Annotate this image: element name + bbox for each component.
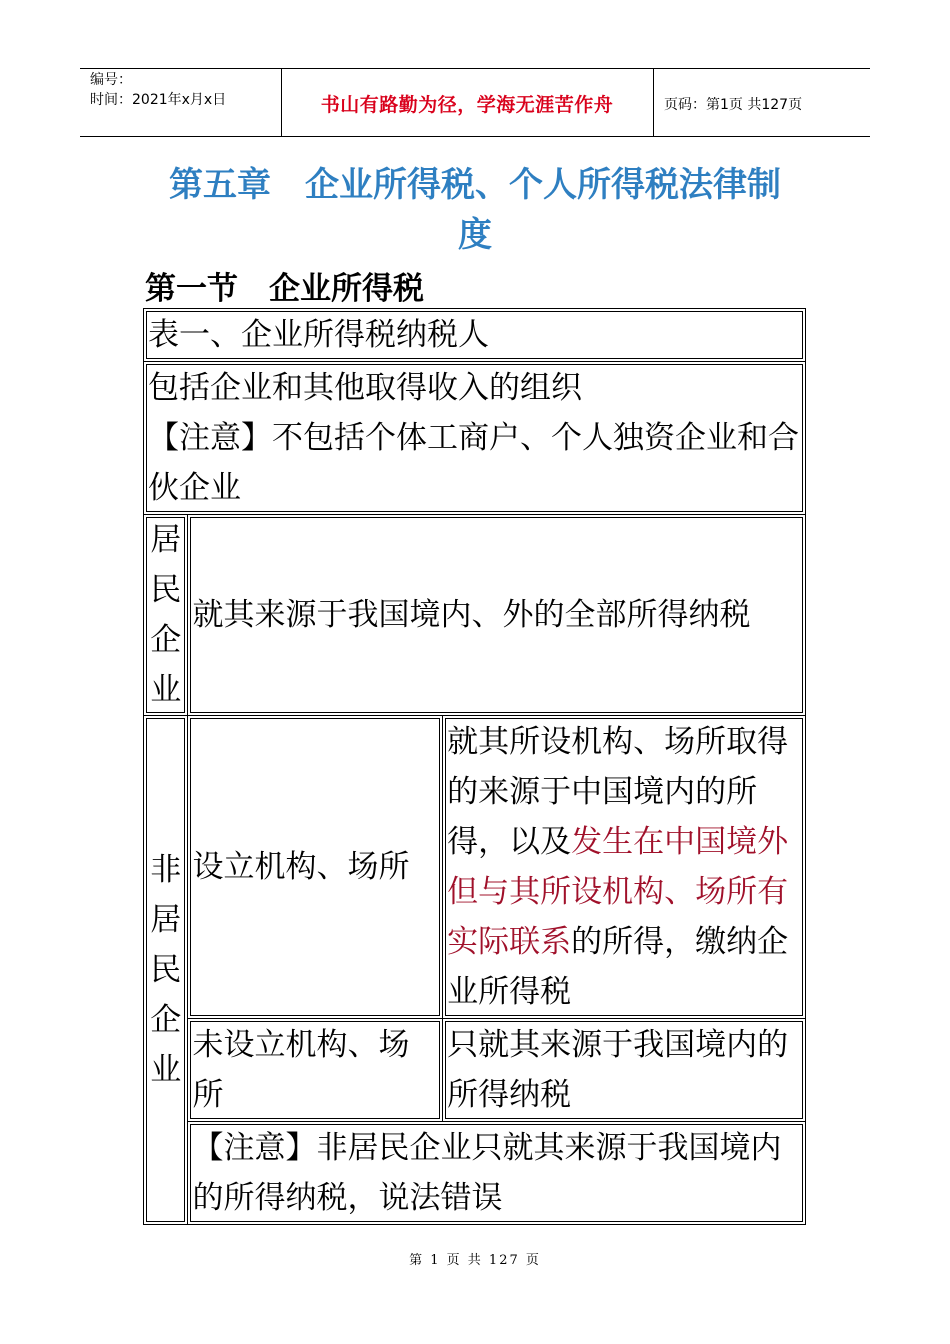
established-text-cell — [443, 716, 806, 1019]
header-motto: 书山有路勤为径，学海无涯苦作舟 — [320, 94, 614, 116]
nonresident-label-cell — [144, 716, 188, 1225]
resident-label-cell — [144, 515, 188, 716]
resident-text: 就其来源于我国境内、外的全部所得纳税 — [192, 597, 751, 633]
established-text-highlight: 发生在中国境外但与其所设机构、场所有实际联系 — [447, 824, 789, 960]
header-divider — [653, 69, 654, 136]
table-row — [144, 515, 806, 716]
established-text-end: 的所得，缴纳企业所得税 — [447, 924, 789, 1010]
not-established-label: 未设立机构、场所 — [192, 1027, 410, 1113]
nonresident-note-cell — [188, 1122, 806, 1225]
not-established-text: 只就其来源于我国境内的所得纳税 — [447, 1027, 789, 1113]
chapter-title-line: 度 — [458, 215, 492, 255]
scope-text: 包括企业和其他取得收入的组织 — [148, 370, 582, 406]
scope-cell — [144, 362, 806, 515]
taxpayer-table — [143, 308, 806, 1225]
header-top-rule — [80, 68, 870, 69]
page-footer: 第 1 页 共 127 页 — [409, 1253, 541, 1268]
table-title-cell — [144, 309, 806, 362]
table-row — [144, 1122, 806, 1225]
established-label-cell — [188, 716, 443, 1019]
table-row — [144, 1019, 806, 1122]
resident-label: 居民企业 — [150, 522, 182, 708]
nonresident-label: 非居民企业 — [150, 852, 182, 1088]
not-established-text-cell — [443, 1019, 806, 1122]
chapter-title-line: 第五章 企业所得税、个人所得税法律制 — [169, 165, 781, 205]
table-row — [144, 362, 806, 515]
nonresident-note: 【注意】非居民企业只就其来源于我国境内的所得纳税，说法错误 — [192, 1130, 782, 1216]
resident-text-cell — [188, 515, 806, 716]
header-meta — [90, 70, 226, 110]
table-row — [144, 716, 806, 1019]
established-label: 设立机构、场所 — [192, 849, 410, 885]
doc-number-label: 编号： — [90, 72, 132, 88]
established-text: 就其所设机构、场所取得的来源于中国境内的所得，以及 — [447, 724, 789, 860]
chapter-title — [140, 160, 810, 260]
scope-note: 【注意】不包括个体工商户、个人独资企业和合伙企业 — [148, 420, 799, 506]
header-page-info: 页码：第1页 共127页 — [664, 97, 803, 113]
section-title: 第一节 企业所得税 — [145, 271, 424, 307]
not-established-label-cell — [188, 1019, 443, 1122]
header-bottom-rule — [80, 136, 870, 137]
table-row — [144, 309, 806, 362]
table-title: 表一、企业所得税纳税人 — [148, 317, 489, 353]
doc-time-label: 时间：2021年x月x日 — [90, 92, 227, 108]
